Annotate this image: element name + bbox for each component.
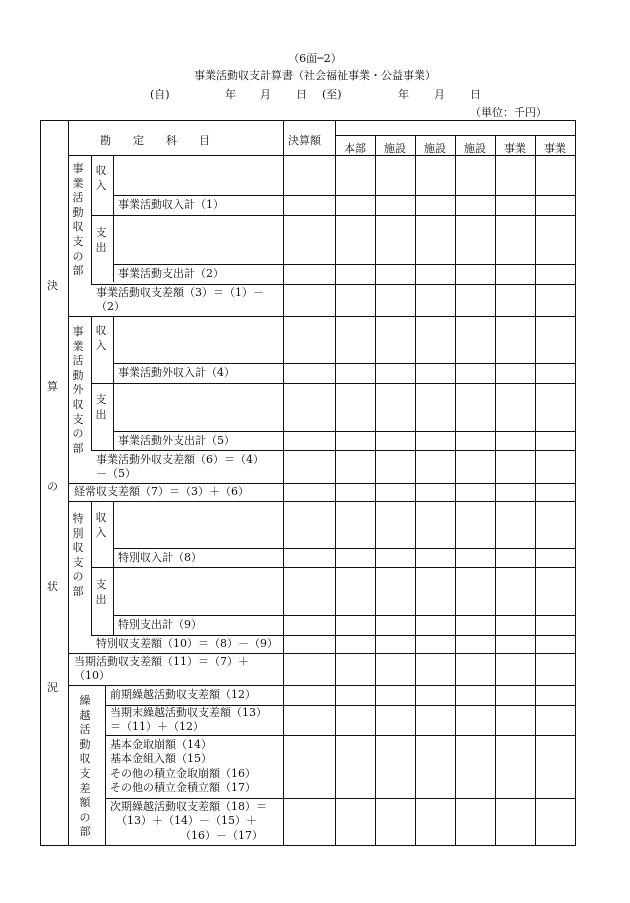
- column-header: 施設: [424, 142, 446, 155]
- income-label: 収 入: [95, 511, 107, 539]
- row-next-carryover-cont2: （16）－（17）: [180, 829, 263, 842]
- row-basic-fund-addition: 基本金組入額（15）: [110, 752, 212, 765]
- row-non-operating-balance-cont: －（5）: [96, 467, 136, 480]
- period-to-label: (至): [322, 88, 342, 101]
- row-current-balance: 当期活動収支差額（11）＝（7）＋: [74, 655, 249, 668]
- page-number: （6面─2）: [288, 52, 342, 65]
- section-operating: 事 業 活 動 収 支 の 部: [72, 162, 84, 278]
- income-label: 収 入: [95, 164, 107, 192]
- document-title: 事業活動収支計算書（社会福祉事業・公益事業）: [194, 69, 436, 82]
- row-basic-fund-reversal: 基本金取崩額（14）: [110, 738, 212, 751]
- side-label-1: 決: [47, 279, 58, 292]
- to-month-label: 月: [434, 88, 445, 101]
- row-next-carryover-cont: （13）＋（14）－（15）＋: [116, 814, 257, 827]
- section-special: 特 別 収 支 の 部: [72, 512, 84, 598]
- from-month-label: 月: [260, 88, 271, 101]
- row-current-balance-cont: （10）: [74, 669, 110, 682]
- side-label-3: の: [47, 480, 58, 493]
- to-year-label: 年: [398, 88, 409, 101]
- side-label-4: 状: [47, 580, 58, 593]
- column-header: 事業: [504, 142, 526, 155]
- section-non-operating: 事 業 活 動 外 収 支 の 部: [72, 325, 84, 455]
- expense-label: 支 出: [95, 226, 107, 254]
- column-header: 施設: [384, 142, 406, 155]
- header-settlement: 決算額: [288, 134, 321, 147]
- row-next-carryover: 次期繰越活動収支差額（18）＝: [110, 800, 267, 813]
- header-account: 勘 定 科 目: [100, 134, 210, 147]
- column-header: 事業: [544, 142, 566, 155]
- expense-label: 支 出: [95, 578, 107, 606]
- income-label: 収 入: [95, 324, 107, 352]
- unit-label: （単位：千円）: [470, 106, 547, 119]
- row-prior-carryover: 前期繰越活動収支差額（12）: [110, 688, 256, 701]
- from-day-label: 日: [296, 88, 307, 101]
- row-operating-balance-cont: （2）: [96, 300, 125, 313]
- to-day-label: 日: [470, 88, 481, 101]
- row-non-operating-balance: 事業活動外収支差額（6）＝（4）: [96, 453, 264, 466]
- side-label-5: 況: [47, 681, 58, 694]
- row-operating-balance: 事業活動収支差額（3）＝（1）－: [96, 286, 264, 299]
- from-year-label: 年: [225, 88, 236, 101]
- row-other-reserve-reversal: その他の積立金取崩額（16）: [110, 767, 256, 780]
- column-header: 施設: [464, 142, 486, 155]
- row-operating-income-total: 事業活動収入計（1）: [118, 198, 224, 211]
- expense-label: 支 出: [95, 393, 107, 421]
- row-special-expense-total: 特別支出計（9）: [118, 618, 202, 631]
- row-end-carryover: 当期末繰越活動収支差額（13）: [110, 706, 267, 719]
- row-ordinary-balance: 経常収支差額（7）＝（3）＋（6）: [74, 485, 249, 498]
- side-label-2: 算: [47, 380, 58, 393]
- row-non-operating-income-total: 事業活動外収入計（4）: [118, 366, 235, 379]
- row-other-reserve-addition: その他の積立金積立額（17）: [110, 781, 256, 794]
- row-special-income-total: 特別収入計（8）: [118, 551, 202, 564]
- section-carryover: 繰 越 活 動 収 支 差 額 の 部: [79, 694, 91, 839]
- row-end-carryover-cont: ＝（11）＋（12）: [110, 720, 204, 733]
- period-from-label: (自): [150, 88, 170, 101]
- column-header: 本部: [344, 142, 366, 155]
- row-non-operating-expense-total: 事業活動外支出計（5）: [118, 434, 235, 447]
- row-special-balance: 特別収支差額（10）＝（8）－（9）: [96, 637, 278, 650]
- row-operating-expense-total: 事業活動支出計（2）: [118, 267, 224, 280]
